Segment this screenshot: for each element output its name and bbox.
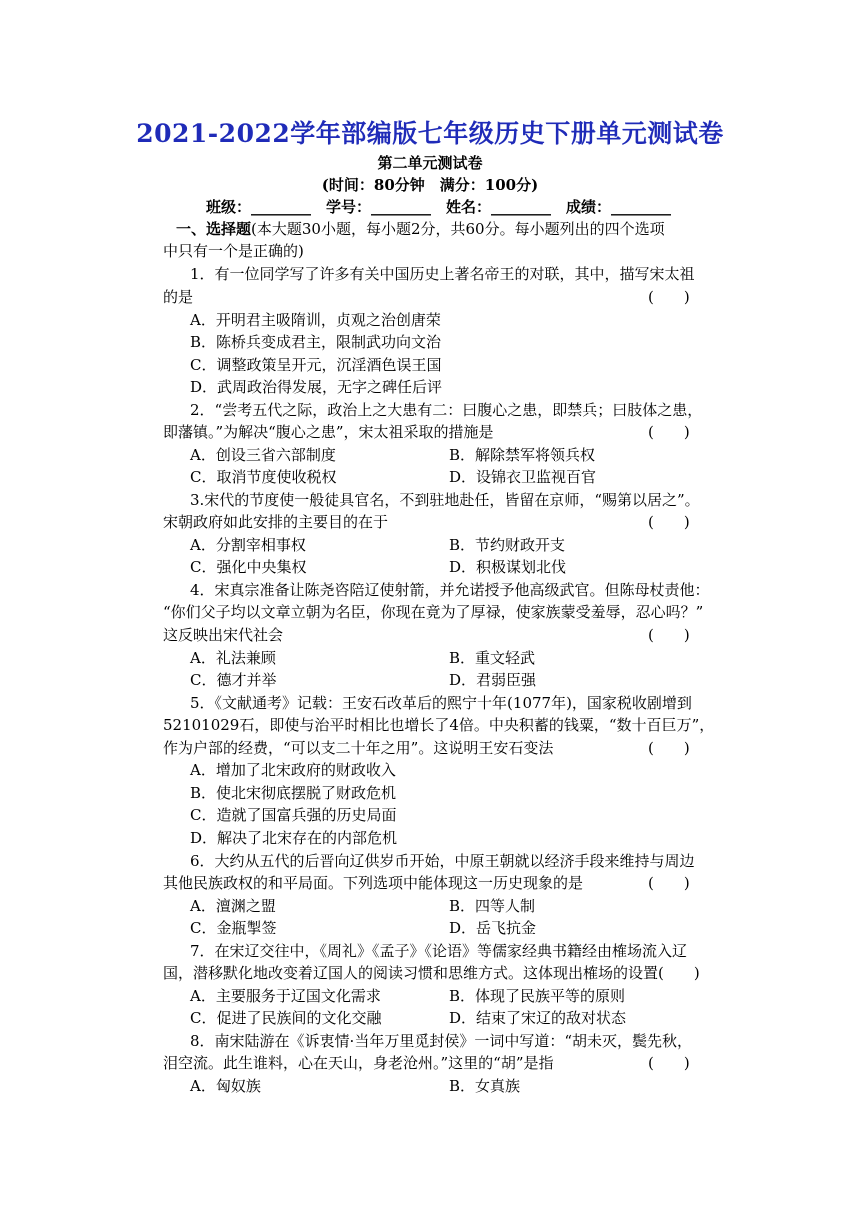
q7-option-b: B．体现了民族平等的原则 <box>449 987 626 1005</box>
unit-title: 第二单元测试卷 <box>377 154 483 172</box>
question-3-line-1: 3.宋代的节度使一般徒具官名，不到驻地赴任，皆留在京师，“赐第以居之”。 <box>190 491 700 509</box>
section-heading-line <box>176 218 665 240</box>
q2-option-c: C．取消节度使收税权 <box>190 468 337 486</box>
q3-option-a: A．分割宰相事权 <box>190 536 306 554</box>
q7-option-d: D．结束了宋辽的敌对状态 <box>449 1009 627 1027</box>
question-4-line-3: 这反映出宋代社会 <box>163 626 284 644</box>
q1-option-c: C．调整政策呈开元，沉淫酒色误王国 <box>190 356 442 374</box>
q2-option-d: D．设锦衣卫监视百官 <box>449 468 597 486</box>
exam-meta: (时间：80分钟 满分：100分) <box>321 176 539 194</box>
answer-blank: ( ) <box>648 1054 690 1072</box>
q5-option-c: C．造就了国富兵强的历史局面 <box>190 806 397 824</box>
q6-option-d: D．岳飞抗金 <box>449 919 537 937</box>
q1-option-b: B．陈桥兵变成君主，限制武功向文治 <box>190 333 442 351</box>
question-7-line-1: 7．在宋辽交往中，《周礼》《孟子》《论语》等儒家经典书籍经由榷场流入辽 <box>190 942 688 960</box>
q5-option-b: B．使北宋彻底摆脱了财政危机 <box>190 784 397 802</box>
q6-option-a: A．澶渊之盟 <box>190 897 276 915</box>
q6-option-b: B．四等人制 <box>449 897 536 915</box>
q3-option-b: B．节约财政开支 <box>449 536 566 554</box>
question-1-line-1: 1．有一位同学写了许多有关中国历史上著名帝王的对联，其中，描写宋太祖 <box>190 265 695 283</box>
q5-option-a: A．增加了北宋政府的财政收入 <box>190 761 396 779</box>
q8-option-a: A．匈奴族 <box>190 1077 261 1095</box>
question-7-line-2: 国，潜移默化地改变着辽国人的阅读习惯和思维方式。这体现出榷场的设置( ) <box>163 964 700 982</box>
q2-option-b: B．解除禁军将领兵权 <box>449 446 596 464</box>
section-desc-2: 中只有一个是正确的) <box>163 242 304 260</box>
question-1-line-2: 的是 <box>163 288 194 306</box>
q4-option-c: C．德才并举 <box>190 671 277 689</box>
question-5-line-3: 作为户部的经费，“可以支二十年之用”。这说明王安石变法 <box>163 739 554 757</box>
section-desc: (本大题30小题，每小题2分，共60分。每小题列出的四个选项 <box>251 220 665 238</box>
question-6-line-2: 其他民族政权的和平局面。下列选项中能体现这一历史现象的是 <box>163 874 584 892</box>
q4-option-b: B．重文轻武 <box>449 649 536 667</box>
answer-blank: ( ) <box>648 874 690 892</box>
answer-blank: ( ) <box>648 626 690 644</box>
question-3-line-2: 宋朝政府如此安排的主要目的在于 <box>163 513 389 531</box>
question-5-line-2: 52101029石，即使与治平时相比也增长了4倍。中央积蓄的钱粟，“数十百巨万”， <box>163 716 715 734</box>
q1-option-a: A．开明君主吸隋训，贞观之治创唐荣 <box>190 311 441 329</box>
question-8-line-1: 8．南宋陆游在《诉衷情·当年万里觅封侯》一词中写道：“胡未灭，鬓先秋， <box>190 1032 692 1050</box>
q6-option-c: C．金瓶掣签 <box>190 919 277 937</box>
question-6-line-1: 6．大约从五代的后晋向辽供岁币开始，中原王朝就以经济手段来维持与周边 <box>190 852 695 870</box>
q4-option-d: D．君弱臣强 <box>449 671 537 689</box>
question-4-line-2: “你们父子均以文章立朝为名臣，你现在竟为了厚禄，使家族蒙受羞辱，忍心吗？” <box>163 603 704 621</box>
answer-blank: ( ) <box>648 513 690 531</box>
q8-option-b: B．女真族 <box>449 1077 521 1095</box>
answer-blank: ( ) <box>648 288 690 306</box>
question-8-line-2: 泪空流。此生谁料，心在天山，身老沧州。”这里的“胡”是指 <box>163 1054 554 1072</box>
section-heading: 一、选择题 <box>176 220 252 238</box>
question-5-line-1: 5．《文献通考》记载：王安石改革后的熙宁十年(1077年)，国家税收剧增到 <box>190 694 692 712</box>
q5-option-d: D．解决了北宋存在的内部危机 <box>190 829 398 847</box>
q7-option-c: C．促进了民族间的文化交融 <box>190 1009 382 1027</box>
q3-option-d: D．积极谋划北伐 <box>449 558 567 576</box>
question-2-line-1: 2．“尝考五代之际，政治上之大患有二：曰腹心之患，即禁兵；曰肢体之患， <box>190 401 703 419</box>
exam-title: 2021-2022学年部编版七年级历史下册单元测试卷 <box>136 119 724 148</box>
answer-blank: ( ) <box>648 423 690 441</box>
q3-option-c: C．强化中央集权 <box>190 558 307 576</box>
student-info: 班级：________ 学号：________ 姓名：________ 成绩：________ <box>206 198 672 216</box>
question-4-line-1: 4．宋真宗准备让陈尧咨陪辽使射箭，并允诺授予他高级武官。但陈母杖责他： <box>190 581 710 599</box>
answer-blank: ( ) <box>648 739 690 757</box>
q4-option-a: A．礼法兼顾 <box>190 649 276 667</box>
question-2-line-2: 即藩镇。”为解决“腹心之患”，宋太祖采取的措施是 <box>163 423 494 441</box>
q7-option-a: A．主要服务于辽国文化需求 <box>190 987 381 1005</box>
q2-option-a: A．创设三省六部制度 <box>190 446 336 464</box>
q1-option-d: D．武周政治得发展，无字之碑任后评 <box>190 378 443 396</box>
